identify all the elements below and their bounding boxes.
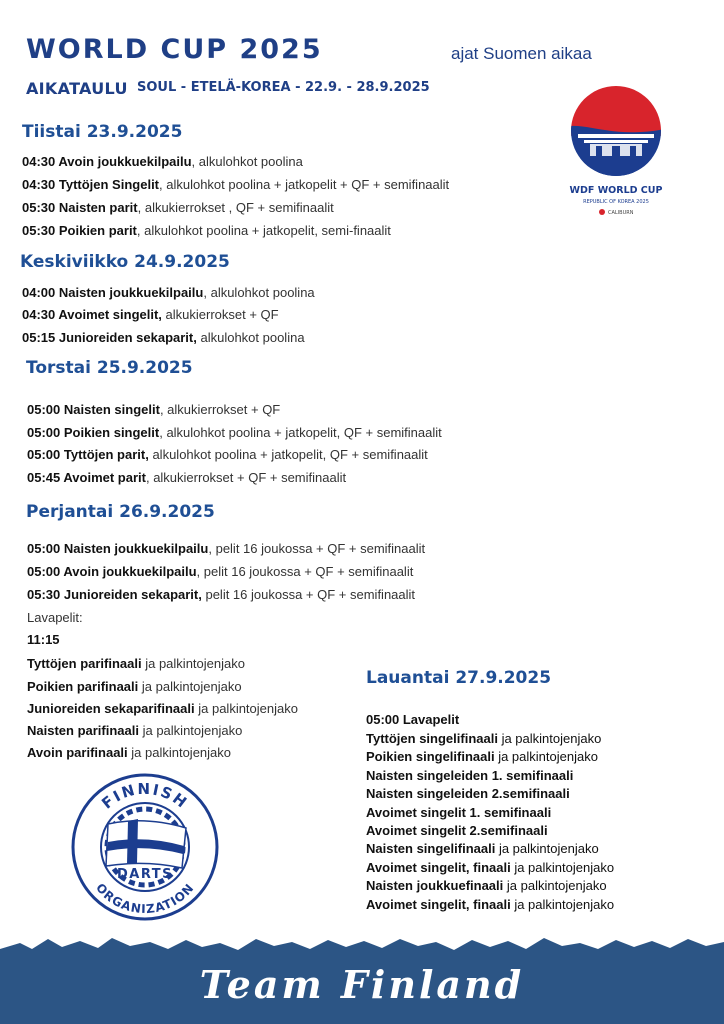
finnish-flag-icon — [106, 819, 186, 868]
schedule-row: 04:30 Avoin joukkuekilpailu, alkulohkot poolina — [22, 154, 303, 169]
schedule-row: 04:30 Avoimet singelit, alkukierrokset + QF — [22, 307, 279, 322]
schedule-row: 05:30 Naisten parit, alkukierrokset , QF + semifinaalit — [22, 200, 334, 215]
list-item: Avoimet singelit, finaali ja palkintojenjako — [366, 859, 615, 875]
schedule-row: 05:15 Junioreiden sekaparit, alkulohkot poolina — [22, 330, 305, 345]
list-item: Naisten joukkuefinaali ja palkintojenjako — [366, 878, 607, 894]
stage-games-label: Lavapelit: — [27, 610, 83, 625]
day-heading-tuesday: Tiistai 23.9.2025 — [22, 122, 183, 142]
fdo-logo-top-text: FINNISH — [98, 779, 192, 813]
schedule-row: 05:00 Poikien singelit, alkulohkot poolina + jatkopelit, QF + semifinaalit — [27, 425, 442, 440]
schedule-row: 05:30 Junioreiden sekaparit, pelit 16 joukossa + QF + semifinaalit — [27, 587, 416, 602]
fdo-logo-bottom-text: ORGANIZATION — [93, 880, 197, 917]
wdf-logo-title: WDF WORLD CUP — [569, 185, 663, 196]
schedule-row: 04:00 Naisten joukkuekilpailu, alkulohkot poolina — [22, 285, 315, 300]
final-row: Junioreiden sekaparifinaali ja palkintojenjako — [27, 701, 298, 716]
caliburn-mark-icon — [599, 209, 605, 215]
day-heading-saturday: Lauantai 27.9.2025 — [366, 668, 552, 688]
timezone-note: ajat Suomen aikaa — [451, 44, 592, 63]
schedule-row: 05:00 Avoin joukkuekilpailu, pelit 16 joukossa + QF + semifinaalit — [27, 564, 414, 579]
schedule-row: 05:00 Naisten singelit, alkukierrokset + QF — [27, 402, 281, 417]
list-item: Poikien singelifinaali ja palkintojenjako — [366, 749, 598, 765]
list-item: Naisten singeleiden 1. semifinaali — [366, 767, 574, 783]
saturday-stage-time: 05:00 Lavapelit — [366, 712, 460, 727]
wdf-logo-sponsor: CALIBURN — [608, 210, 634, 216]
finnish-darts-organization-logo — [70, 772, 220, 922]
day-heading-thursday: Torstai 25.9.2025 — [26, 358, 193, 378]
final-row: Poikien parifinaali ja palkintojenjako — [27, 679, 242, 694]
final-row: Naisten parifinaali ja palkintojenjako — [27, 723, 243, 738]
page-subtitle: AIKATAULU — [26, 79, 128, 98]
list-item: Naisten singelifinaali ja palkintojenjako — [366, 841, 599, 857]
final-row: Tyttöjen parifinaali ja palkintojenjako — [27, 656, 245, 671]
day-heading-wednesday: Keskiviikko 24.9.2025 — [20, 252, 230, 272]
schedule-row: 05:45 Avoimet parit, alkukierrokset + QF + semifinaalit — [27, 470, 347, 485]
final-row: Avoin parifinaali ja palkintojenjako — [27, 745, 232, 760]
list-item: Naisten singeleiden 2.semifinaali — [366, 786, 570, 802]
event-location-dates: SOUL - ETELÄ-KOREA - 22.9. - 28.9.2025 — [137, 80, 430, 95]
schedule-row: 05:00 Naisten joukkuekilpailu, pelit 16 joukossa + QF + semifinaalit — [27, 541, 426, 556]
footer-team-text: Team Finland — [199, 962, 525, 1007]
list-item: Avoimet singelit 2.semifinaali — [366, 823, 548, 839]
fdo-logo-mid-text: DARTS — [116, 867, 174, 882]
list-item: Avoimet singelit 1. semifinaali — [366, 804, 552, 820]
list-item: Avoimet singelit, finaali ja palkintojenjako — [366, 896, 615, 912]
page-title: WORLD CUP 2025 — [26, 34, 323, 65]
schedule-row: 04:30 Tyttöjen Singelit, alkulohkot poolina + jatkopelit + QF + semifinaalit — [22, 177, 450, 192]
list-item: Tyttöjen singelifinaali ja palkintojenjako — [366, 731, 602, 746]
stage-games-time: 11:15 — [27, 632, 60, 647]
wdf-logo-subtitle: REPUBLIC OF KOREA 2025 — [583, 199, 649, 205]
day-heading-friday: Perjantai 26.9.2025 — [26, 502, 215, 522]
schedule-row: 05:00 Tyttöjen parit, alkulohkot poolina + jatkopelit, QF + semifinaalit — [27, 447, 428, 462]
wdf-world-cup-logo — [554, 86, 678, 226]
schedule-row: 05:30 Poikien parit, alkulohkot poolina + jatkopelit, semi-finaalit — [22, 223, 391, 238]
saturday-finals-list — [366, 730, 614, 914]
